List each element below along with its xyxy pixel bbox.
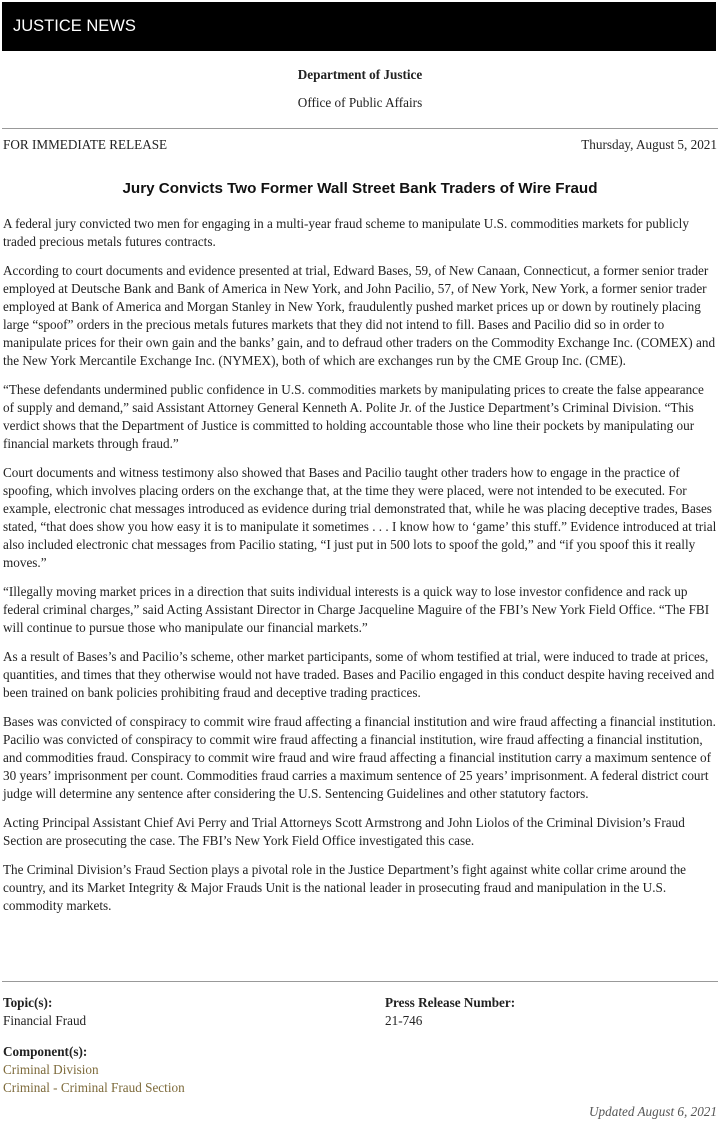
banner-title: JUSTICE NEWS [13,17,136,35]
press-release-body [3,215,717,926]
body-paragraph: “These defendants undermined public confidence in U.S. commodities markets by manipulating prices to create the false appearance of supply and demand,” said Assistant Attorney General Kenneth A. Polite Jr. of the Justice Department’s Criminal Division. “This verdict shows that the Department of Justice is committed to holding accountable those who line their pockets by manipulating our financial markets through fraud.” [3,382,704,451]
component-link-criminal-fraud-section[interactable]: Criminal - Criminal Fraud Section [3,1080,185,1095]
press-release-headline: Jury Convicts Two Former Wall Street Bank Traders of Wire Fraud [122,180,598,197]
justice-news-banner [2,2,716,51]
updated-date: Updated August 6, 2021 [589,1104,717,1119]
body-paragraph: The Criminal Division’s Fraud Section plays a pivotal role in the Justice Department’s fight against white collar crime around the country, and its Market Integrity & Major Frauds Unit is the national leader in prosecuting fraud and manipulation in the U.S. commodity markets. [3,862,687,913]
divider-top [2,128,718,129]
press-release-number-section [385,994,515,1030]
topic-item: Financial Fraud [3,1013,87,1028]
divider-bottom [2,981,718,982]
body-paragraph: “Illegally moving market prices in a direction that suits individual interests is a quick way to lose investor confidence and rack up federal criminal charges,” said Acting Assistant Director in Charge Jacqueline Maguire of the FBI’s New York Field Office. “The FBI will continue to pursue those who manipulate our financial markets.” [3,584,710,635]
component-link-criminal-division[interactable]: Criminal Division [3,1062,99,1077]
body-paragraph: Bases was convicted of conspiracy to commit wire fraud affecting a financial institution and wire fraud affecting a financial institution. Pacilio was convicted of conspiracy to commit wire fraud affecting a financial institution, wire fraud affecting a financial institution, and commodities fraud. Conspiracy to commit wire fraud and wire fraud affecting a financial institution carry a maximum sentence of 30 years’ imprisonment per count. Commodities fraud carries a maximum sentence of 25 years’ imprisonment. A federal district court judge will determine any sentence after considering the U.S. Sentencing Guidelines and other statutory factors. [3,714,716,801]
body-paragraph: According to court documents and evidence presented at trial, Edward Bases, 59, of New Canaan, Connecticut, a former senior trader employed at Deutsche Bank and Bank of America in New York, and John Pacilio, 57, of New York, New York, a former senior trader employed at Bank of America and Morgan Stanley in New York, fraudulently pushed market prices up or down by routinely placing large “spoof” orders in the precious metals futures markets that they did not intend to fill. Bases and Pacilio did so in order to manipulate prices for their own gain and the banks’ gain, and to defraud other traders on the Commodity Exchange Inc. (COMEX) and the New York Mercantile Exchange Inc. (NYMEX), both of which are exchanges run by the CME Group Inc. (CME). [3,263,716,368]
body-paragraph: Acting Principal Assistant Chief Avi Perry and Trial Attorneys Scott Armstrong and John Liolos of the Criminal Division’s Fraud Section are prosecuting the case. The FBI’s New York Field Office investigated this case. [3,815,685,848]
topics-label: Topic(s): [3,995,53,1010]
body-paragraph: A federal jury convicted two men for engaging in a multi-year fraud scheme to manipulate U.S. commodities markets for publicly traded precious metals futures contracts. [3,216,689,249]
release-date: Thursday, August 5, 2021 [581,137,717,152]
topics-section [3,994,86,1030]
release-bar [3,136,717,154]
department-name: Department of Justice [297,67,423,82]
press-release-number: 21-746 [385,1013,423,1028]
components-section [3,1043,185,1097]
body-paragraph: As a result of Bases’s and Pacilio’s scheme, other market participants, some of whom testified at trial, were induced to trade at prices, quantities, and times that they otherwise would not have traded. Bases and Pacilio engaged in this conduct despite having received and been trained on bank policies prohibiting fraud and deceptive trading practices. [3,649,715,700]
press-release-number-label: Press Release Number: [385,995,516,1010]
office-name: Office of Public Affairs [297,95,423,110]
body-paragraph: Court documents and witness testimony also showed that Bases and Pacilio taught other traders how to engage in the practice of spoofing, which involves placing orders on the exchange that, at the time they were placed, were not intended to be executed. For example, electronic chat messages introduced as evidence during trial demonstrated that, while he was placing deceptive trades, Bases stated, “that does show you how easy it is to manipulate it sometimes . . . I know how to ‘game’ this stuff.” Evidence introduced at trial also included electronic chat messages from Pacilio stating, “I just put in 500 lots to spoof the gold,” and “if you spoof this it really moves.” [3,465,717,570]
release-status: FOR IMMEDIATE RELEASE [3,137,168,152]
components-label: Component(s): [3,1044,88,1059]
